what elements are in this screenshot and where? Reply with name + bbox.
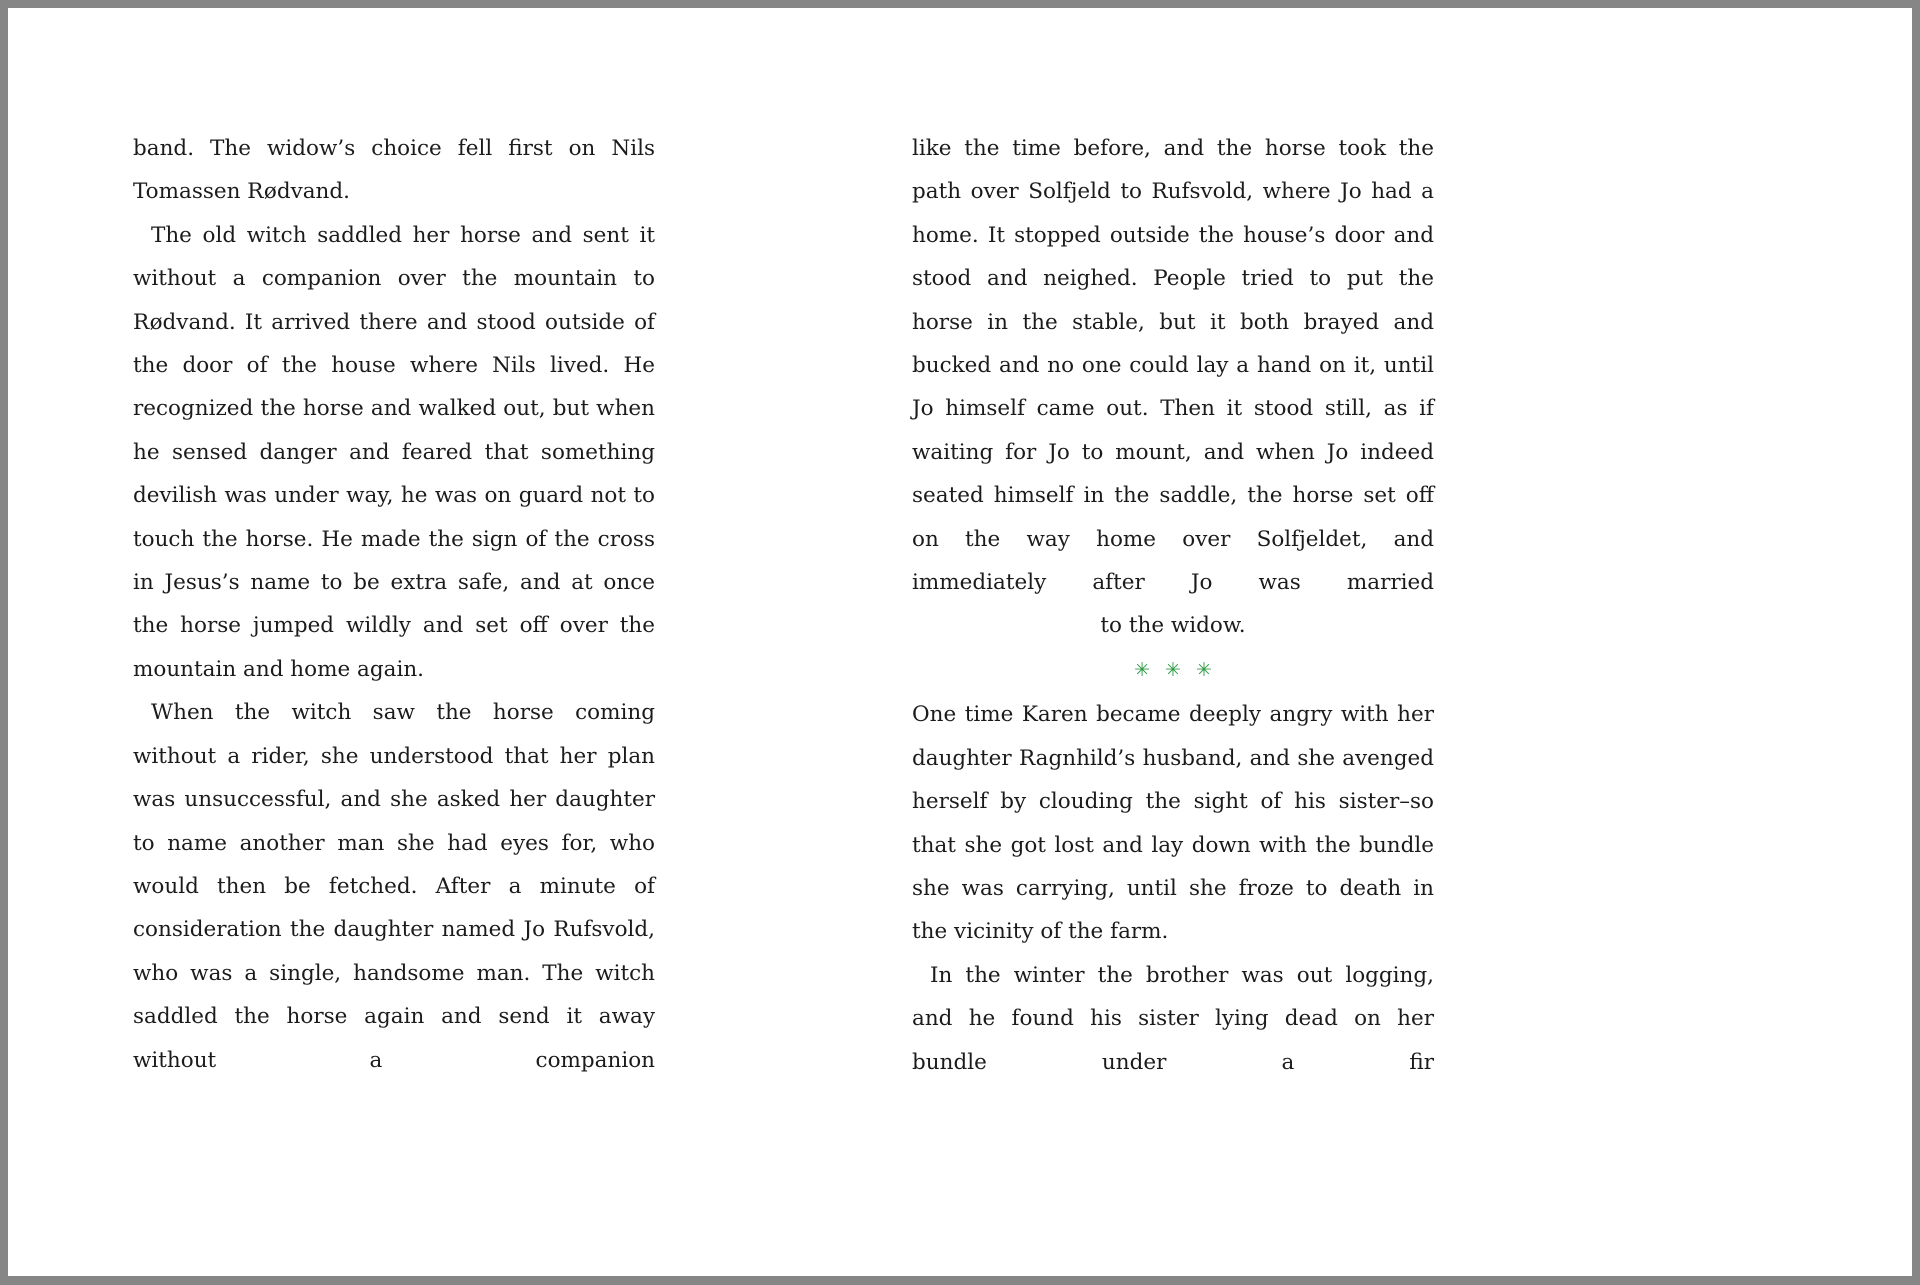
paragraph: One time Karen became deeply angry with her daughter Ragnhild’s husband, and she avenged herself by clouding the sight of his sister–so that she got lost and lay down with the bundle she was carrying, until she froze to death in the vicinity of the farm. [912, 702, 1434, 945]
left-page-text [133, 127, 655, 1082]
paragraph: band. The widow’s choice fell first on Nils Tomassen Rødvand. [133, 136, 655, 205]
paragraph-last-line-centered: to the widow. [1100, 613, 1246, 639]
book-spread [8, 8, 1912, 1276]
paragraph: like the time before, and the horse took the path over Solfjeld to Rufsvold, where Jo had a home. It stopped outside the house’s door and stood and neighed. People tried to put the horse in the stable, but it both brayed and bucked and no one could lay a hand on it, until Jo himself came out. Then it stood still, as if waiting for Jo to mount, and when Jo indeed seated himself in the saddle, the horse set off on the way home over Solfjeldet, and immediately after Jo was married [912, 136, 1434, 596]
right-page-text [912, 127, 1434, 1084]
paragraph: When the witch saw the horse coming without a rider, she understood that her plan was unsuccessful, and she asked her daughter to name another man she had eyes for, who would then be fetched. After a minute of consideration the daughter named Jo Rufsvold, who was a single, handsome man. The witch saddled the horse again and send it away without a companion [133, 700, 655, 1073]
section-separator-asterisks-icon: ✳ ✳ ✳ [1134, 658, 1212, 681]
paragraph: The old witch saddled her horse and sent it without a companion over the mountain to Rødvand. It arrived there and stood outside of the door of the house where Nils lived. He recognized the horse and walked out, but when he sensed danger and feared that something devilish was under way, he was on guard not to touch the horse. He made the sign of the cross in Jesus’s name to be extra safe, and at once the horse jumped wildly and set off over the mountain and home again. [133, 222, 655, 682]
paragraph: In the winter the brother was out logging, and he found his sister lying dead on her bundle under a fir [912, 962, 1434, 1075]
